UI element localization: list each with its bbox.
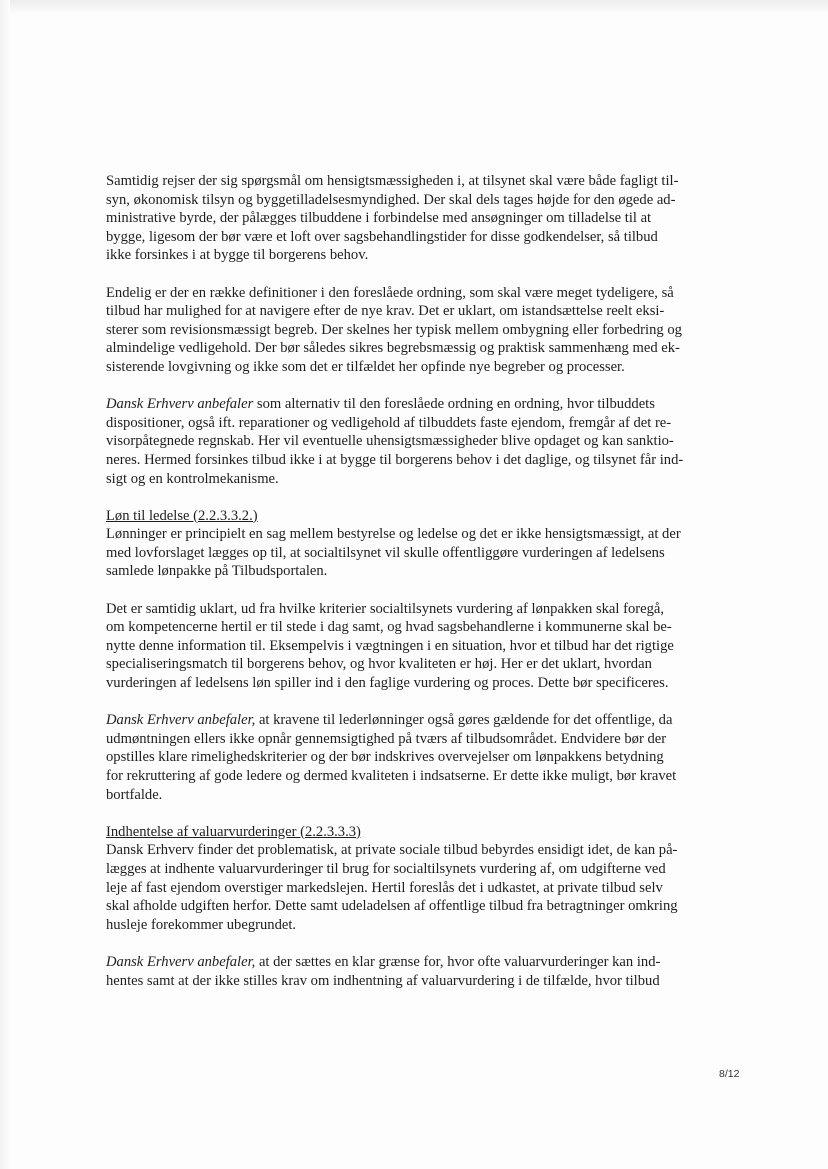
text-line: almindelige vedligehold. Der bør således sikres begrebsmæssig og praktisk sammenhæng med ek-: [106, 340, 680, 357]
text-line: husleje forekommer ubegrundet.: [106, 916, 297, 933]
scan-edge-left: [0, 0, 10, 1169]
recommendation-paragraph: [106, 395, 714, 488]
text-line: Samtidig rejser der sig spørgsmål om hensigtsmæssigheden i, at tilsynet skal være både fagligt til-: [106, 173, 679, 189]
paragraph: [106, 600, 714, 693]
scan-edge-top: [0, 0, 828, 14]
paragraph: [106, 284, 714, 377]
text-line: Lønninger er principielt en sag mellem bestyrelse og ledelse og det er ikke hensigtsmæssigt, at der: [106, 526, 681, 543]
text-line: [106, 953, 714, 972]
text-line: om kompetencerne hertil er til stede i dag samt, og hvad sagsbehandlerne i kommunerne skal be-: [106, 619, 672, 636]
text-line: sigt og en kontrolmekanisme.: [106, 470, 279, 487]
text-line: Det er samtidig uklart, ud fra hvilke kriterier socialtilsynets vurdering af lønpakken skal foregå,: [106, 600, 665, 617]
text-line: [106, 711, 714, 730]
text-line: skal afholde udgiften herfor. Dette samt udeladelsen af offentlige tilbud fra betragtninger omkring: [106, 898, 678, 915]
section-heading: Indhentelse af valuarvurderinger (2.2.3.3.3): [106, 823, 361, 840]
text-line: Dansk Erhverv finder det problematisk, at private sociale tilbud bebyrdes ensidigt idet, de kan på-: [106, 842, 678, 859]
text-line: ikke forsinkes i at bygge til borgerens behov.: [106, 247, 369, 264]
text-line: neres. Hermed forsinkes tilbud ikke i at bygge til borgerens behov i det daglige, og tilsynet får ind-: [106, 451, 684, 468]
section-paragraph: [106, 823, 714, 935]
text-line: dispositioner, også ift. reparationer og vedligehold af tilbuddets faste ejendom, fremgår af det re-: [106, 414, 672, 431]
text-line: samlede lønpakke på Tilbudsportalen.: [106, 563, 328, 580]
recommendation-lead: Dansk Erhverv anbefaler,: [106, 712, 256, 729]
text-line: visorpåtegnede regnskab. Her vil eventuelle uhensigtsmæssigheder blive opdaget og kan sanktio-: [106, 433, 674, 450]
text-line: bortfalde.: [106, 786, 163, 803]
text-line: sterer som revisionsmæssigt begreb. Der skelnes her typisk mellem ombygning eller forbedring og: [106, 321, 682, 338]
text-line: hentes samt at der ikke stilles krav om indhentning af valuarvurdering i de tilfælde, hvor tilbud: [106, 972, 660, 989]
section-paragraph: [106, 507, 714, 581]
text-line: opstilles klare rimelighedskriterier og der bør indskrives overvejelser om lønpakkens betydning: [106, 749, 664, 766]
recommendation-paragraph: [106, 711, 714, 804]
text-line: tilbud har mulighed for at navigere efter de nye krav. Det er uklart, om istandsættelse reelt eksi-: [106, 303, 665, 320]
text-line: leje af fast ejendom overstiger markedslejen. Hertil foreslås det i udkastet, at private tilbud selv: [106, 879, 663, 896]
text-line: med lovforslaget lægges op til, at socialtilsynet vil skulle offentliggøre vurderingen af ledelsens: [106, 544, 665, 561]
text-run: som alternativ til den foreslåede ordning en ordning, hvor tilbuddets: [253, 396, 655, 413]
recommendation-lead: Dansk Erhverv anbefaler: [106, 396, 254, 413]
text-line: sisterende lovgivning og ikke som det er tilfældet her opfinde nye begreber og processer.: [106, 358, 625, 375]
section-heading: Løn til ledelse (2.2.3.3.2.): [106, 507, 258, 524]
text-run: at der sættes en klar grænse for, hvor ofte valuarvurderinger kan ind-: [255, 953, 661, 970]
text-line: nytte denne information til. Eksempelvis i vægtningen i en situation, hvor et tilbud har det rigtige: [106, 637, 674, 654]
document-body: [106, 172, 714, 1009]
text-line: vurderingen af ledelsens løn spiller ind i den faglige vurdering og proces. Dette bør specificeres.: [106, 675, 669, 692]
text-run: at kravene til lederlønninger også gøres gældende for det offentlige, da: [255, 712, 673, 729]
recommendation-lead: Dansk Erhverv anbefaler,: [106, 953, 256, 970]
text-line: lægges at indhente valuarvurderinger til brug for socialtilsynets vurdering af, om udgifterne ved: [106, 860, 666, 877]
text-line: Endelig er der en række definitioner i den foreslåede ordning, som skal være meget tydeligere, så: [106, 284, 674, 301]
paragraph: [106, 172, 714, 265]
page-number: 8/12: [719, 1068, 740, 1080]
text-line: [106, 395, 714, 414]
recommendation-paragraph: [106, 953, 714, 990]
text-line: ministrative byrde, der pålægges tilbuddene i forbindelse med ansøgninger om tilladelse til at: [106, 210, 652, 227]
text-line: specialiseringsmatch til borgerens behov, og hvor kvaliteten er høj. Her er det uklart, hvordan: [106, 656, 652, 673]
text-line: for rekruttering af gode ledere og dermed kvaliteten i indsatserne. Er dette ikke muligt, bør kravet: [106, 768, 677, 784]
text-line: syn, økonomisk tilsyn og byggetilladelsesmyndighed. Der skal dels tages højde for den øgede ad-: [106, 191, 676, 208]
text-line: udmøntningen ellers ikke opnår gennemsigtighed på tværs af tilbudsområdet. Endvidere bør der: [106, 730, 667, 747]
text-line: bygge, ligesom der bør være et loft over sagsbehandlingstider for disse godkendelser, så tilbud: [106, 228, 658, 245]
